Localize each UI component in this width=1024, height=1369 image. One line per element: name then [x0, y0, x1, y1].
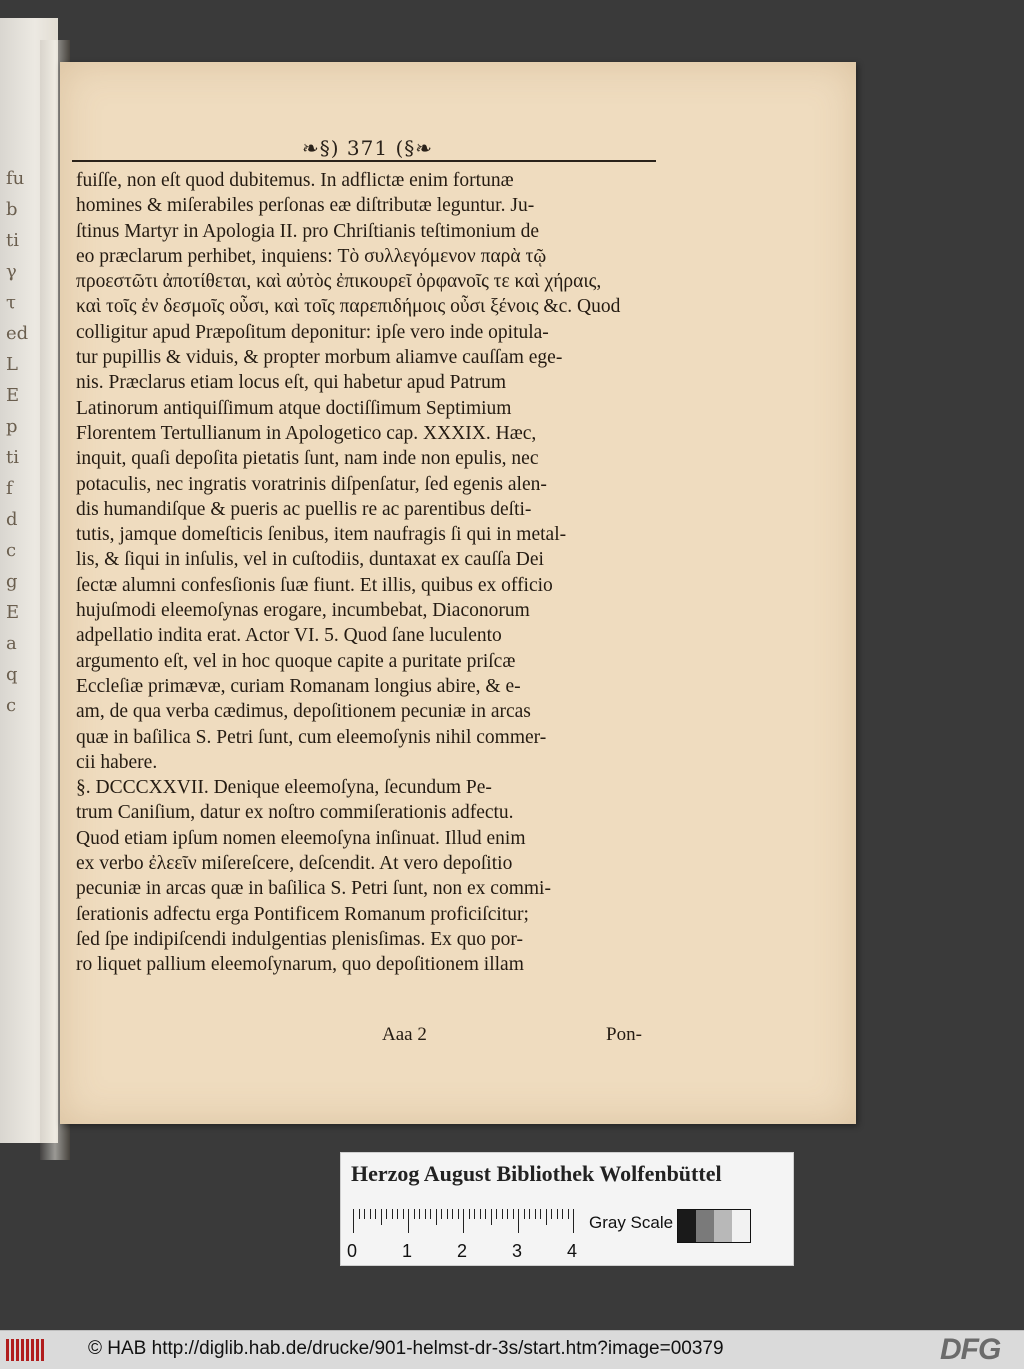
ruler-tick	[381, 1209, 382, 1225]
facing-page-fragment: g	[6, 571, 18, 592]
running-head: ❧§) 371 (§❧	[302, 136, 434, 160]
text-line: eo præclarum perhibet, inquiens: Τὸ συλλεγόμενον παρὰ τῷ	[76, 245, 547, 267]
ruler-number: 0	[347, 1241, 358, 1261]
ruler-tick	[447, 1209, 448, 1219]
ruler-tick	[491, 1209, 492, 1225]
facing-page-fragment: τ	[6, 292, 16, 313]
dfg-logo: DFG	[940, 1333, 1001, 1366]
text-line: ſtinus Martyr in Apologia II. pro Chriſtianis teſtimonium de	[76, 220, 540, 242]
ruler-number: 3	[512, 1241, 523, 1261]
facing-page-fragment: c	[6, 540, 17, 561]
text-line: pecuniæ in arcas quæ in baſilica S. Petri ſunt, non ex commi-	[76, 878, 551, 900]
copyright-link[interactable]: © HAB http://diglib.hab.de/drucke/901-helmst-dr-3s/start.htm?image=00379	[88, 1338, 724, 1359]
facing-page-fragment: d	[6, 509, 18, 530]
ruler-tick	[573, 1209, 574, 1233]
text-line: dis humandiſque & pueris ac puellis re ac parentibus deſti-	[76, 498, 532, 520]
gray-swatch	[732, 1210, 750, 1242]
gray-scale-swatches	[677, 1209, 751, 1243]
facing-page-fragment: γ	[6, 261, 17, 282]
ruler-tick	[458, 1209, 459, 1219]
library-name: Herzog August Bibliothek Wolfenbüttel	[351, 1161, 722, 1186]
color-calibration-card	[340, 1152, 794, 1266]
ruler-tick	[502, 1209, 503, 1219]
gray-scale-label: Gray Scale	[589, 1213, 674, 1232]
ruler-tick	[524, 1209, 525, 1219]
ruler-tick	[364, 1209, 365, 1219]
ruler-tick	[551, 1209, 552, 1219]
ruler-tick	[540, 1209, 541, 1219]
facing-page-fragment: E	[6, 385, 20, 406]
text-line: cii habere.	[76, 751, 158, 773]
facing-page-fragment: b	[6, 199, 18, 220]
text-line: Florentem Tertullianum in Apologetico cap. XXXIX. Hæc,	[76, 422, 537, 444]
text-line: ro liquet pallium eleemoſynarum, quo depoſitionem illam	[76, 954, 524, 976]
ruler-number: 2	[457, 1241, 468, 1261]
text-line: ſectæ alumni confesſionis ſuæ fiunt. Et illis, quibus ex officio	[76, 574, 553, 596]
ruler-tick	[353, 1209, 354, 1233]
gray-swatch	[696, 1210, 714, 1242]
ruler-tick	[441, 1209, 442, 1219]
ruler-tick	[474, 1209, 475, 1219]
ruler-tick	[485, 1209, 486, 1219]
ruler-tick	[513, 1209, 514, 1219]
ruler-tick	[430, 1209, 431, 1219]
text-line: colligitur apud Præpoſitum deponitur: ipſe vero inde opitula-	[76, 321, 549, 343]
signature-mark: Aaa 2	[382, 1024, 427, 1045]
facing-page-fragment: c	[6, 695, 17, 716]
catchword: Pon-	[606, 1024, 642, 1045]
text-line: inquit, quaſi depoſita pietatis ſunt, nam inde non epulis, nec	[76, 448, 539, 470]
text-line: lis, & ſiqui in inſulis, vel in cuſtodiis, duntaxat ex cauſſa Dei	[76, 549, 544, 571]
ruler-tick	[546, 1209, 547, 1225]
text-line: Latinorum antiquiſſimum atque doctiſſimum Septimium	[76, 397, 512, 419]
ruler-tick	[562, 1209, 563, 1219]
ruler-tick	[370, 1209, 371, 1219]
ruler-tick	[518, 1209, 519, 1233]
text-line: προεστῶτι ἀποτίθεται, καὶ αὐτὸς ἐπικουρεῖ ὀρφανοῖς τε καὶ χήραις,	[76, 271, 602, 293]
facing-page-fragment: ti	[6, 447, 19, 468]
ruler-tick	[507, 1209, 508, 1219]
ruler-tick	[535, 1209, 536, 1219]
text-line: potaculis, nec ingratis voratrinis diſpenſatur, ſed egenis alen-	[76, 473, 547, 495]
scale-ruler	[353, 1209, 589, 1233]
text-line: ſed ſpe indipiſcendi indulgentias plenisſimas. Ex quo por-	[76, 928, 523, 950]
ruler-tick	[452, 1209, 453, 1219]
ruler-tick	[529, 1209, 530, 1219]
ruler-tick	[359, 1209, 360, 1219]
facing-page-fragment: a	[6, 633, 17, 654]
text-line: fuiſſe, non eſt quod dubitemus. In adflictæ enim fortunæ	[76, 170, 514, 191]
ruler-tick	[568, 1209, 569, 1219]
ruler-number: 4	[567, 1241, 578, 1261]
text-line: homines & miſerabiles perſonas eæ diſtributæ leguntur. Ju-	[76, 195, 535, 217]
text-line: ex verbo ἐλεεῖν miſereſcere, deſcendit. At vero depoſitio	[76, 853, 513, 875]
footer-bar	[0, 1330, 1024, 1369]
text-line: Quod etiam ipſum nomen eleemoſyna inſinuat. Illud enim	[76, 827, 526, 849]
page-body-text	[76, 168, 660, 978]
ruler-tick	[392, 1209, 393, 1219]
text-line: quæ in baſilica S. Petri ſunt, cum eleemoſynis nihil commer-	[76, 726, 547, 748]
facing-page-fragment: E	[6, 602, 20, 623]
facing-page-fragment: fu	[6, 168, 25, 189]
text-line: tur pupillis & viduis, & propter morbum aliamve cauſſam ege-	[76, 347, 563, 369]
facing-page-fragment: L	[6, 354, 18, 375]
facing-page-fragment: ti	[6, 230, 19, 251]
head-rule	[72, 160, 656, 162]
ruler-tick	[397, 1209, 398, 1219]
hab-barcode-logo-icon	[6, 1339, 46, 1361]
text-line: hujuſmodi eleemoſynas erogare, incumbebat, Diaconorum	[76, 600, 530, 622]
text-line: Eccleſiæ primævæ, curiam Romanam longius abire, & e-	[76, 675, 521, 697]
text-line: nis. Præclarus etiam locus eſt, qui habetur apud Patrum	[76, 372, 506, 394]
gray-swatch	[678, 1210, 696, 1242]
text-line: argumento eſt, vel in hoc quoque capite a puritate priſcæ	[76, 650, 516, 672]
text-line: adpellatio indita erat. Actor VI. 5. Quod ſane luculento	[76, 625, 502, 647]
text-line: ſerationis adfectu erga Pontificem Romanum proficiſcitur;	[76, 903, 529, 925]
ruler-tick	[375, 1209, 376, 1219]
text-line: §. DCCCXXVII. Denique eleemoſyna, ſecundum Pe-	[76, 777, 492, 799]
ruler-number: 1	[402, 1241, 413, 1261]
facing-page-fragment: ed	[6, 323, 29, 344]
ruler-tick	[463, 1209, 464, 1233]
ruler-tick	[386, 1209, 387, 1219]
ruler-tick	[436, 1209, 437, 1225]
ruler-tick	[496, 1209, 497, 1219]
text-line: trum Caniſium, datur ex noſtro commiſerationis adfectu.	[76, 802, 514, 824]
text-line: καὶ τοῖς ἐν δεσμοῖς οὖσι, καὶ τοῖς παρεπιδήμοις οὖσι ξένοις &c. Quod	[76, 296, 621, 318]
ruler-tick	[408, 1209, 409, 1233]
text-line: am, de qua verba cædimus, depoſitionem pecuniæ in arcas	[76, 701, 531, 723]
ruler-tick	[557, 1209, 558, 1219]
ruler-tick	[403, 1209, 404, 1219]
facing-page-fragment: f	[6, 478, 13, 499]
ruler-tick	[419, 1209, 420, 1219]
ruler-tick	[480, 1209, 481, 1219]
ruler-tick	[414, 1209, 415, 1219]
text-line: tutis, jamque domeſticis ſenibus, item naufragis ſi qui in metal-	[76, 524, 567, 546]
gray-swatch	[714, 1210, 732, 1242]
ruler-tick	[425, 1209, 426, 1219]
facing-page-fragment: q	[6, 664, 18, 685]
facing-page-fragment: p	[6, 416, 18, 437]
ruler-tick	[469, 1209, 470, 1219]
